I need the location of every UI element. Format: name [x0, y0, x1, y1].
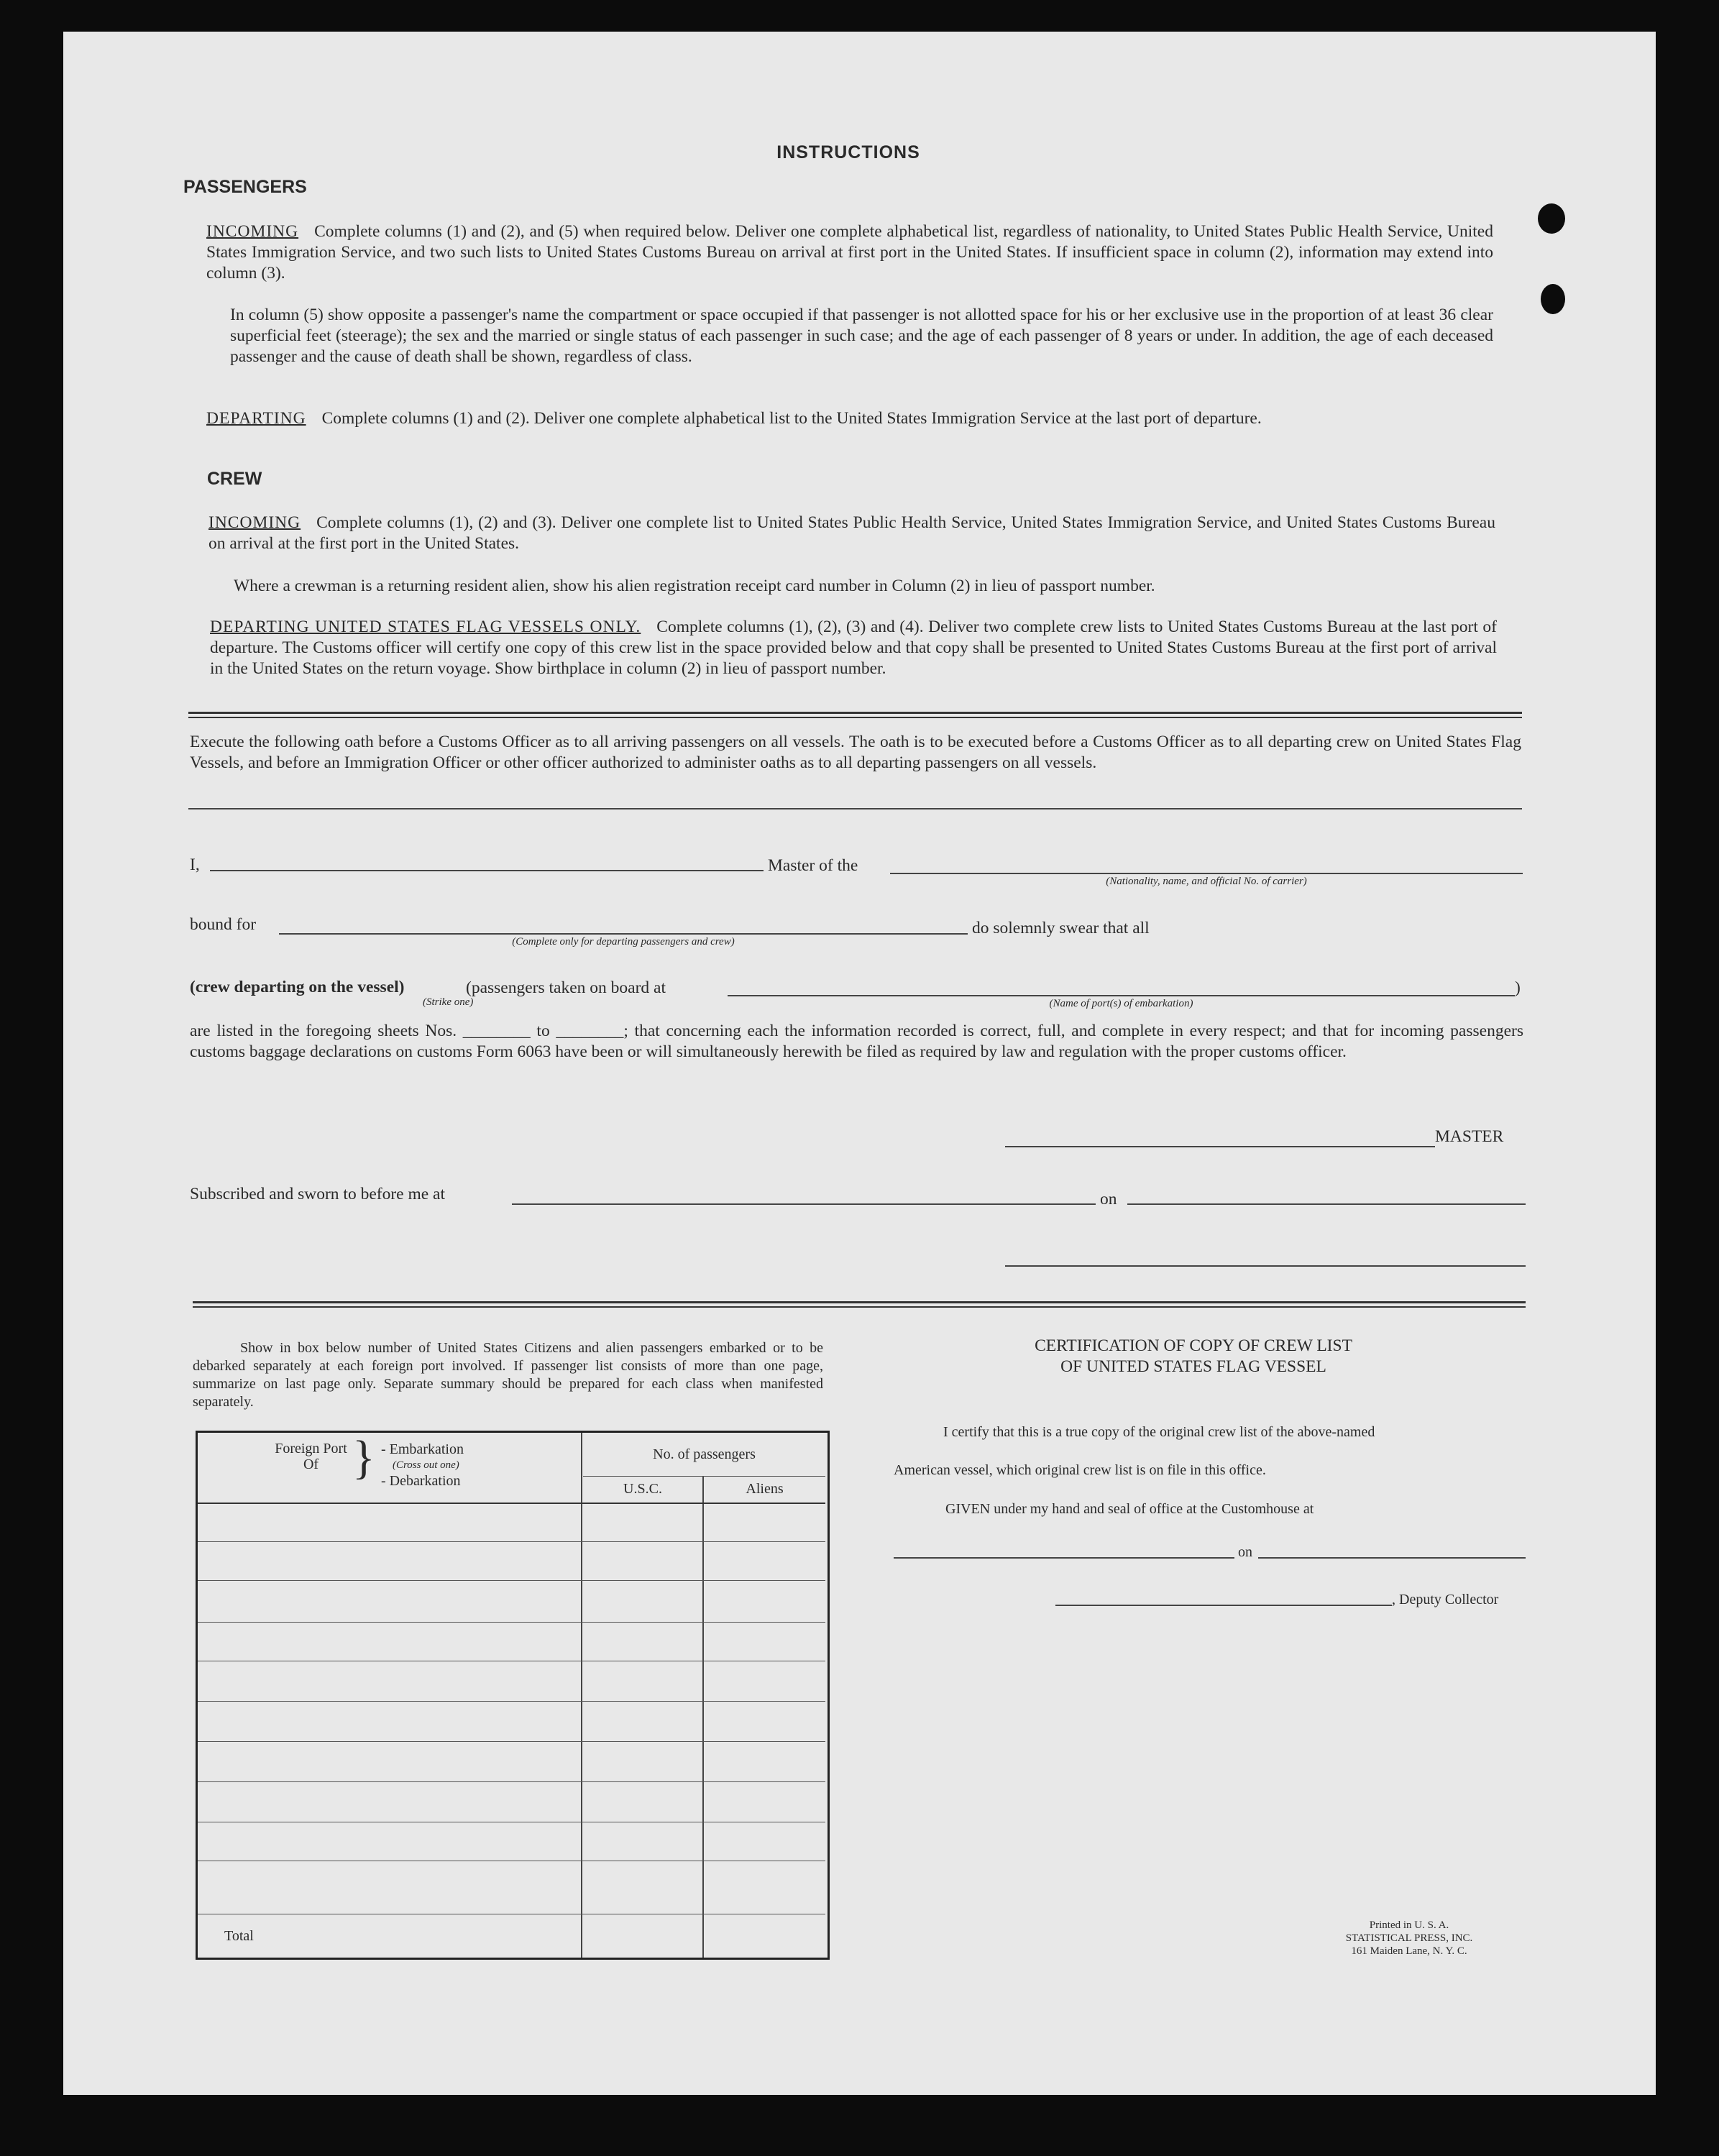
certification-title-line1: CERTIFICATION OF COPY OF CREW LIST [1035, 1336, 1352, 1355]
master-of-label: Master of the [768, 856, 858, 875]
passengers-heading: PASSENGERS [183, 177, 307, 197]
passengers-taken-label: (passengers taken on board at [466, 978, 666, 997]
port-caption: (Name of port(s) of embarkation) [1049, 998, 1193, 1009]
certification-title [963, 1336, 1424, 1377]
bound-for-caption: (Complete only for departing passengers and crew) [512, 936, 735, 948]
printer-line1: Printed in U. S. A. [1369, 1919, 1449, 1931]
oath-listed-text: are listed in the foregoing sheets Nos. ________ to ________; that concerning each the information recorded is correct, full, and complete in every respect; and that for incoming passengers customs baggage declarations on customs Form 6063 have been or will simultaneously herewith be filed as required by law and regulation with the proper customs officer. [190, 1022, 1523, 1061]
swear-label: do solemnly swear that all [972, 919, 1150, 937]
table-header-bottom [198, 1503, 825, 1504]
crew-departing-label: DEPARTING UNITED STATES FLAG VESSELS ONLY. [210, 618, 641, 636]
master-name-field[interactable] [210, 870, 764, 871]
certify-line2: American vessel, which original crew list is on file in this office. [894, 1462, 1266, 1478]
crew-heading: CREW [207, 469, 262, 489]
table-row [198, 1701, 825, 1702]
sworn-on-label: on [1100, 1190, 1117, 1208]
passengers-incoming-text: Complete columns (1) and (2), and (5) when required below. Deliver one complete alphabetical list, regardless of nationality, to United States Public Health Service, United States Immigration Service, and two such lists to United States Customs Bureau on arrival at first port in the United States. If insufficient space in column (2), information may extend into column (3). [206, 222, 1493, 283]
total-label: Total [224, 1928, 254, 1944]
certify-line3: GIVEN under my hand and seal of office at the Customhouse at [945, 1501, 1314, 1517]
crew-incoming-label: INCOMING [208, 513, 301, 532]
printer-line2: STATISTICAL PRESS, INC. [1345, 1932, 1473, 1944]
brace-glyph: } [352, 1431, 375, 1484]
table-row [198, 1541, 825, 1542]
master-label: MASTER [1435, 1127, 1504, 1146]
oath-intro-rule [188, 808, 1522, 809]
table-row [198, 1781, 825, 1782]
lower-divider [193, 1301, 1526, 1308]
officer-signature-field[interactable] [1005, 1265, 1526, 1267]
passengers-departing-text: Complete columns (1) and (2). Deliver one complete alphabetical list to the United States Immigration Service at the last port of departure. [321, 409, 1262, 428]
passengers-incoming-paragraph [206, 221, 1493, 284]
punch-hole [1538, 203, 1565, 234]
crew-incoming-paragraph [208, 513, 1495, 554]
instructions-title: INSTRUCTIONS [776, 142, 920, 162]
crew-departing-label-text: (crew departing on the vessel) [190, 978, 405, 996]
passengers-incoming-label: INCOMING [206, 222, 299, 241]
passengers-departing-label: DEPARTING [206, 409, 306, 428]
table-divider-usc [702, 1476, 704, 1958]
no-passengers-header: No. of passengers [653, 1446, 756, 1462]
embarkation-label: - Embarkation [381, 1441, 464, 1457]
passengers-column5-paragraph: In column (5) show opposite a passenger's name the compartment or space occupied if that passenger is not allotted space for his or her exclusive use in the proportion of at least 36 clear superficial feet (steerage); the sex and the married or single status of each passenger in such case; and the age of each passenger of 8 years or under. In addition, the age of each deceased passenger and the cause of death shall be shown, regardless of class. [230, 306, 1493, 366]
sworn-place-field[interactable] [512, 1203, 1096, 1205]
crew-departing-text: Complete columns (1), (2), (3) and (4). Deliver two complete crew lists to United States Customs Bureau at the last port of departure. The Customs officer will certify one copy of this crew list in the space provided below and that copy shall be presented to United States Customs Bureau at the first port of arrival in the United States on the return voyage. Show birthplace in column (2) in lieu of passport number. [210, 618, 1497, 678]
section-divider [188, 712, 1522, 718]
crew-departing-option [190, 978, 405, 997]
deputy-collector-label: , Deputy Collector [1392, 1592, 1499, 1607]
passengers-departing-paragraph [206, 408, 1493, 429]
carrier-caption: (Nationality, name, and official No. of carrier) [1106, 876, 1307, 887]
crew-departing-paragraph [210, 617, 1497, 679]
bound-for-label: bound for [190, 915, 257, 934]
carrier-field[interactable] [890, 873, 1523, 874]
certify-line1: I certify that this is a true copy of the original crew list of the above-named [943, 1424, 1375, 1440]
close-paren: ) [1515, 978, 1521, 997]
deputy-signature-field[interactable] [1055, 1605, 1392, 1606]
strike-caption: (Strike one) [423, 996, 474, 1008]
table-row [198, 1580, 825, 1581]
oath-i-label: I, [190, 855, 200, 874]
printer-imprint [1294, 1919, 1524, 1958]
summary-instructions: Show in box below number of United States Citizens and alien passengers embarked or to be debarked separately at each foreign port involved. If passenger list consists of more than one page, summarize on last page only. Separate summary should be prepared for each class when manifested separately. [193, 1340, 823, 1410]
usc-header: U.S.C. [623, 1481, 662, 1497]
subscribed-label: Subscribed and sworn to before me at [190, 1185, 446, 1203]
table-row [198, 1741, 825, 1742]
cross-out-caption: (Cross out one) [393, 1459, 459, 1471]
punch-hole [1541, 284, 1565, 314]
table-row [198, 1622, 825, 1623]
aliens-header: Aliens [746, 1481, 784, 1497]
oath-intro: Execute the following oath before a Customs Officer as to all arriving passengers on all vessels. The oath is to be executed before a Customs Officer as to all departing crew on United States Flag Vessels, and before an Immigration Officer or other officer authorized to administer oaths as to all departing passengers on all vessels. [190, 733, 1521, 772]
master-signature-field[interactable] [1005, 1146, 1435, 1147]
customhouse-field[interactable] [894, 1557, 1234, 1559]
printer-line3: 161 Maiden Lane, N. Y. C. [1351, 1945, 1467, 1957]
bound-for-field[interactable] [279, 933, 968, 935]
debarkation-label: - Debarkation [381, 1473, 461, 1489]
table-divider-port [581, 1433, 582, 1958]
certification-title-line2: OF UNITED STATES FLAG VESSEL [1060, 1357, 1326, 1376]
certify-on-label: on [1238, 1544, 1252, 1560]
crew-incoming-text: Complete columns (1), (2) and (3). Deliver one complete list to United States Public Health Service, United States Immigration Service, and United States Customs Bureau on arrival at the first port in the United States. [208, 513, 1495, 553]
table-header-split [583, 1476, 825, 1477]
embarkation-port-field[interactable] [728, 995, 1515, 996]
crew-resident-paragraph: Where a crewman is a returning resident alien, show his alien registration receipt card number in Column (2) in lieu of passport number. [234, 577, 1155, 595]
certify-date-field[interactable] [1258, 1557, 1526, 1559]
sworn-date-field[interactable] [1127, 1203, 1526, 1205]
passenger-summary-table [196, 1431, 830, 1960]
foreign-port-label: Foreign Port Of [275, 1441, 347, 1472]
